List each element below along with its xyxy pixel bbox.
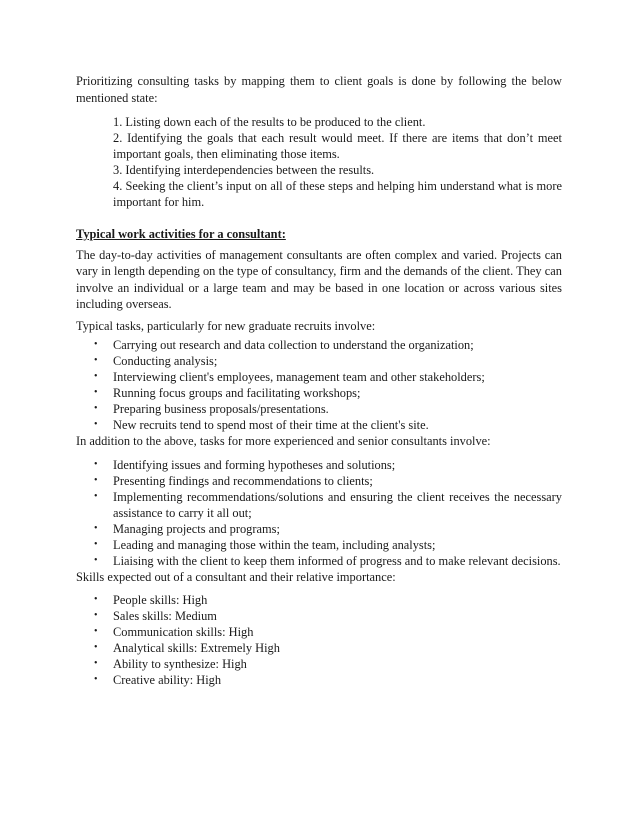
bullet-icon: •: [94, 474, 98, 486]
list-item-text: Liaising with the client to keep them informed of progress and to make relevant decisions.: [113, 553, 561, 568]
list-item-text: Presenting findings and recommendations to clients;: [113, 473, 373, 488]
list-item: [76, 608, 562, 624]
bullet-icon: •: [94, 522, 98, 534]
graduate-tasks-lead: Typical tasks, particularly for new graduate recruits involve:: [76, 318, 376, 333]
bullet-icon: •: [94, 355, 98, 366]
bullet-icon: •: [94, 610, 98, 621]
list-item-text: Analytical skills: Extremely High: [113, 641, 280, 655]
list-item-text: Interviewing client's employees, management team and other stakeholders;: [113, 370, 485, 384]
list-item: [76, 385, 562, 401]
list-item-text: New recruits tend to spend most of their time at the client's site.: [113, 418, 429, 432]
bullet-icon: •: [94, 339, 98, 350]
list-item: [76, 417, 562, 433]
list-item-text: Implementing recommendations/solutions and ensuring the client receives the necessary assistance to carry it all out;: [113, 489, 562, 520]
skills-lead: Skills expected out of a consultant and their relative importance:: [76, 569, 396, 584]
list-item-text: Identifying issues and forming hypotheses and solutions;: [113, 457, 396, 472]
list-item-text: Ability to synthesize: High: [113, 657, 247, 671]
list-item-text: Communication skills: High: [113, 625, 254, 639]
list-item-text: Sales skills: Medium: [113, 609, 217, 623]
bullet-icon: •: [94, 458, 98, 470]
skills-list: [76, 592, 562, 688]
list-item: [76, 640, 562, 656]
list-item: [76, 457, 562, 473]
bullet-icon: •: [94, 594, 98, 605]
list-item-text: Leading and managing those within the team, including analysts;: [113, 537, 436, 552]
bullet-icon: •: [94, 387, 98, 398]
bullet-icon: •: [94, 674, 98, 685]
step-item: 4. Seeking the client’s input on all of these steps and helping him understand what is more important for him.: [113, 179, 562, 209]
list-item: [76, 537, 562, 553]
list-item: [76, 672, 562, 688]
step-item: 2. Identifying the goals that each result would meet. If there are items that don’t meet important goals, then eliminating those items.: [113, 131, 562, 161]
list-item: [76, 337, 562, 353]
graduate-tasks-list: [76, 337, 562, 433]
bullet-icon: •: [94, 658, 98, 669]
list-item: [76, 592, 562, 608]
list-item-text: People skills: High: [113, 593, 208, 607]
step-item: 3. Identifying interdependencies between the results.: [113, 163, 375, 177]
list-item: [76, 553, 562, 569]
bullet-icon: •: [94, 371, 98, 382]
section-heading: Typical work activities for a consultant:: [76, 227, 286, 241]
senior-tasks-lead: In addition to the above, tasks for more experienced and senior consultants involve:: [76, 434, 491, 448]
list-item: [76, 489, 562, 521]
list-item: [76, 521, 562, 537]
page-content: [76, 73, 562, 688]
bullet-icon: •: [94, 626, 98, 637]
list-item-text: Preparing business proposals/presentations.: [113, 402, 329, 416]
numbered-steps: [113, 114, 562, 210]
list-item: [76, 401, 562, 417]
intro-paragraph: Prioritizing consulting tasks by mapping them to client goals is done by following the below mentioned state:: [76, 74, 562, 105]
bullet-icon: •: [94, 554, 98, 566]
bullet-icon: •: [94, 642, 98, 653]
list-item: [76, 369, 562, 385]
list-item-text: Carrying out research and data collection to understand the organization;: [113, 338, 474, 352]
bullet-icon: •: [94, 419, 98, 430]
list-item: [76, 624, 562, 640]
bullet-icon: •: [94, 403, 98, 414]
list-item-text: Managing projects and programs;: [113, 521, 280, 536]
list-item: [76, 473, 562, 489]
list-item-text: Conducting analysis;: [113, 354, 218, 368]
list-item-text: Running focus groups and facilitating workshops;: [113, 386, 361, 400]
activities-paragraph: The day-to-day activities of management consultants are often complex and varied. Projects can vary in length depending on the type of consultancy, firm and the demands of the client. They can involve an individual or a large team and may be based in one location or across various sites including overseas.: [76, 247, 562, 311]
list-item: [76, 656, 562, 672]
list-item: [76, 353, 562, 369]
senior-tasks-list: [76, 457, 562, 569]
bullet-icon: •: [94, 490, 98, 502]
list-item-text: Creative ability: High: [113, 673, 222, 687]
step-item: 1. Listing down each of the results to be produced to the client.: [113, 115, 426, 129]
bullet-icon: •: [94, 538, 98, 550]
